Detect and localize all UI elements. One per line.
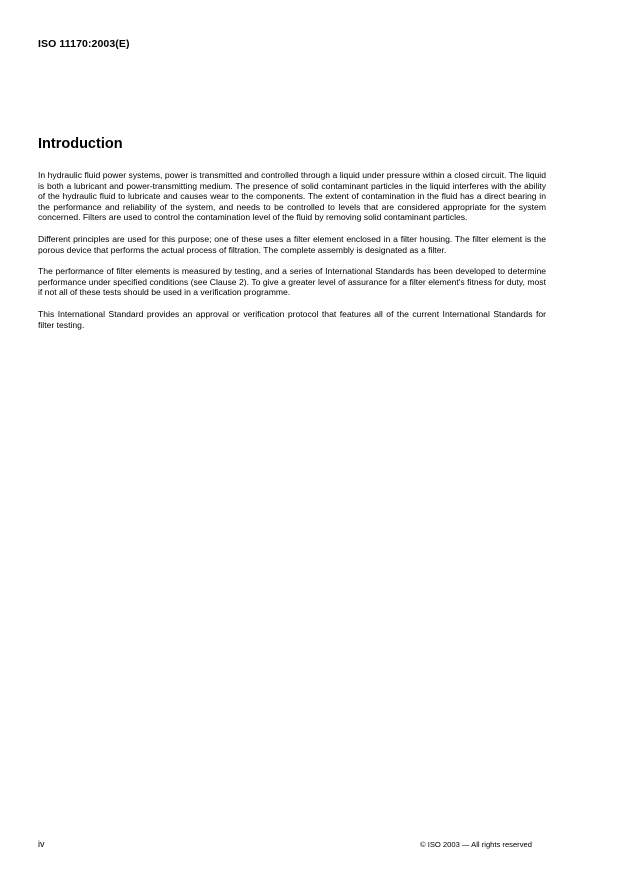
paragraph: The performance of filter elements is measured by testing, and a series of International Standards has been developed to determine performance under specified conditions (see Clause 2). To give a greater level of assurance for a filter element's fitness for duty, most if not all of these tests should be used in a verification programme.: [38, 266, 546, 298]
document-header: ISO 11170:2003(E): [38, 38, 130, 50]
page-number: iv: [38, 839, 45, 849]
section-body: [38, 170, 546, 341]
section-title: Introduction: [38, 136, 123, 152]
paragraph: This International Standard provides an approval or verification protocol that features all of the current International Standards for filter testing.: [38, 308, 546, 330]
copyright-notice: © ISO 2003 — All rights reserved: [420, 840, 532, 849]
paragraph: Different principles are used for this purpose; one of these uses a filter element enclosed in a filter housing. The filter element is the porous device that performs the actual process of filtration. The complete assembly is designated as a filter.: [38, 233, 546, 255]
paragraph: In hydraulic fluid power systems, power is transmitted and controlled through a liquid under pressure within a closed circuit. The liquid is both a lubricant and power-transmitting medium. The presence of solid contaminant particles in the liquid interferes with the ability of the hydraulic fluid to lubricate and causes wear to the components. The extent of contamination in the fluid has a direct bearing in the performance and reliability of the system, and needs to be controlled to levels that are considered appropriate for the system concerned. Filters are used to control the contamination level of the fluid by removing solid contaminant particles.: [38, 170, 546, 223]
